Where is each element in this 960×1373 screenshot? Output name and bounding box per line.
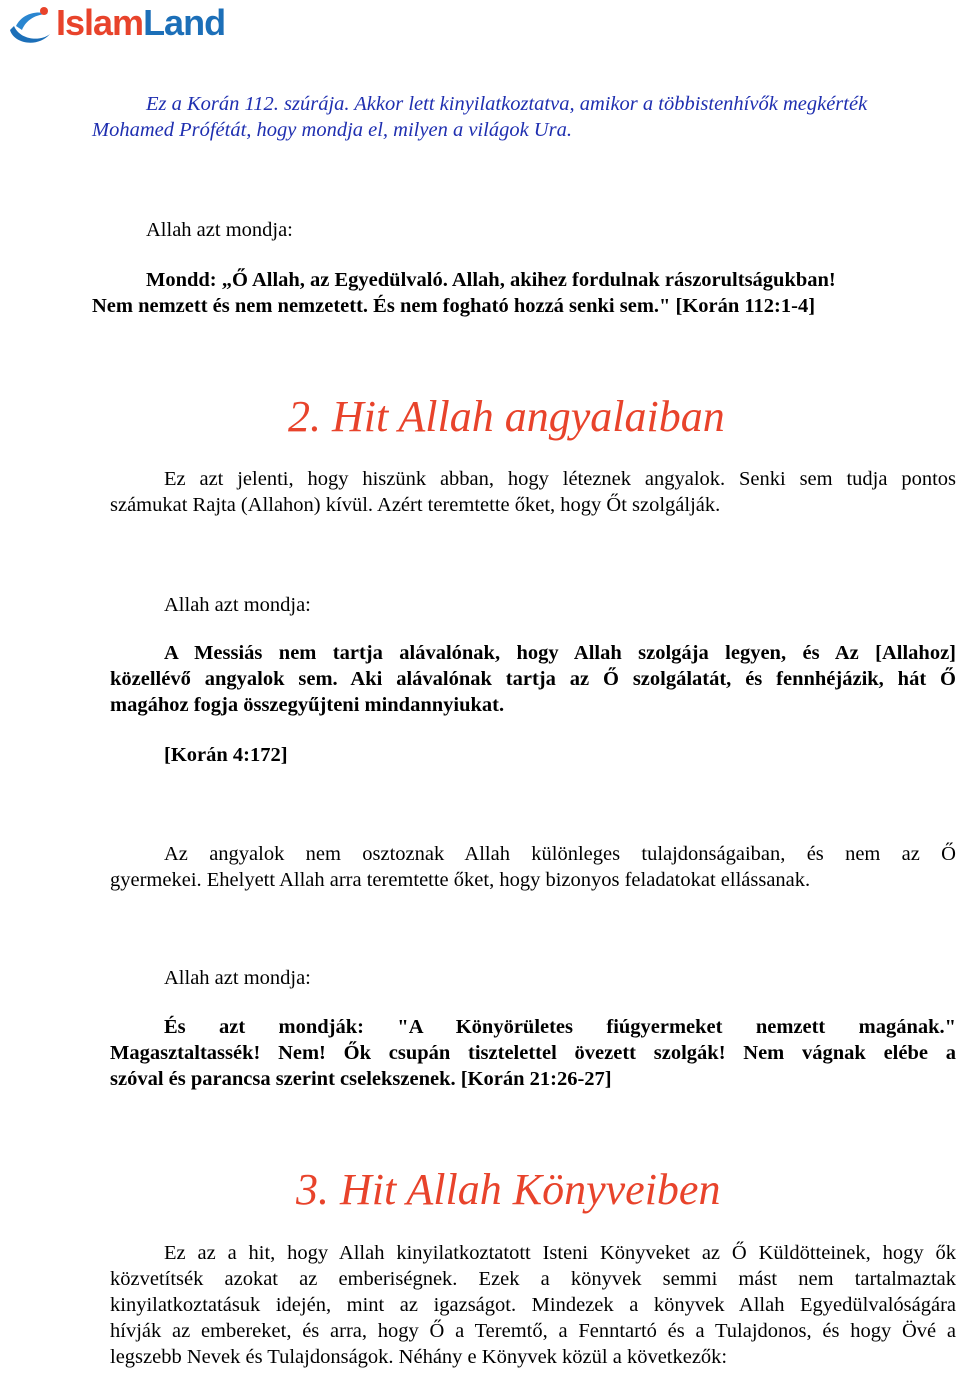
intro-paragraph <box>92 91 956 143</box>
angels2-line-2: gyermekei. Ehelyett Allah arra teremtette őket, hogy bizonyos feladatokat ellássanak. <box>110 869 811 891</box>
quran-4-line-3: magához fogja összegyűjteni mindannyiukat. <box>110 694 505 716</box>
books-line-2: közvetítsék azokat az emberiségnek. Ezek a könyvek semmi mást nem tartalmaztak <box>110 1268 956 1290</box>
section-heading-2: 2. Hit Allah angyalaiban <box>288 392 725 441</box>
quran-4-quote <box>110 640 956 718</box>
quran-112-line-1: Mondd: „Ő Allah, az Egyedülvaló. Allah, akihez fordulnak rászorultságukban! <box>146 269 836 291</box>
quran-21-line-1: És azt mondják: "A Könyörületes fiúgyermeket nemzett magának." <box>164 1016 956 1038</box>
books-line-3: kinyilatkoztatásuk idején, mint az igazságot. Mindezek a könyvek Allah Egyedülvalóságára <box>110 1294 956 1316</box>
crescent-logo-icon <box>4 4 56 48</box>
books-line-4: hívják az embereket, és arra, hogy Ő a Teremtő, a Fenntartó és a Tulajdonos, és hogy Övé a <box>110 1320 956 1342</box>
books-line-5: legszebb Nevek és Tulajdonságok. Néhány e Könyvek közül a következők: <box>110 1346 728 1368</box>
angels-paragraph-2 <box>110 841 956 893</box>
quran-21-quote <box>110 1014 956 1092</box>
quran-4-line-1: A Messiás nem tartja alávalónak, hogy Allah szolgája legyen, és Az [Allahoz] <box>164 642 956 664</box>
quran-4-reference: [Korán 4:172] <box>164 744 288 766</box>
logo-part1: Islam <box>56 2 144 43</box>
logo-part2: Land <box>143 2 226 43</box>
intro-line-1: Ez a Korán 112. szúrája. Akkor lett kinyilatkoztatva, amikor a többistenhívők megkérték <box>146 93 868 115</box>
intro-line-2: Mohamed Prófétát, hogy mondja el, milyen a világok Ura. <box>92 119 572 141</box>
logo-wordmark <box>56 2 225 44</box>
allah-says-2: Allah azt mondja: <box>164 594 311 616</box>
quran-21-line-3: szóval és parancsa szerint cselekszenek. [Korán 21:26-27] <box>110 1068 612 1090</box>
books-paragraph <box>110 1240 956 1370</box>
angels2-line-1: Az angyalok nem osztoznak Allah különleges tulajdonságaiban, és nem az Ő <box>164 843 956 865</box>
islamland-logo <box>4 4 234 44</box>
quran-112-line-2: Nem nemzett és nem nemzetett. És nem fogható hozzá senki sem." [Korán 112:1-4] <box>92 295 816 317</box>
quran-112-quote <box>92 267 956 319</box>
allah-says-1: Allah azt mondja: <box>146 219 293 241</box>
allah-says-3: Allah azt mondja: <box>164 967 311 989</box>
angels-line-1: Ez azt jelenti, hogy hiszünk abban, hogy léteznek angyalok. Senki sem tudja pontos <box>164 468 956 490</box>
quran-4-line-2: közellévő angyalok sem. Aki alávalónak tartja az Ő szolgálatát, és fennhéjázik, hát Ő <box>110 668 956 690</box>
angels-line-2: számukat Rajta (Allahon) kívül. Azért teremtette őket, hogy Őt szolgálják. <box>110 494 721 516</box>
quran-21-line-2: Magasztaltassék! Nem! Ők csupán tisztelettel övezett szolgák! Nem vágnak elébe a <box>110 1042 956 1064</box>
angels-paragraph <box>110 466 956 518</box>
books-line-1: Ez az a hit, hogy Allah kinyilatkoztatott Isteni Könyveket az Ő Küldötteinek, hogy ők <box>164 1242 956 1264</box>
section-heading-3: 3. Hit Allah Könyveiben <box>296 1165 721 1214</box>
